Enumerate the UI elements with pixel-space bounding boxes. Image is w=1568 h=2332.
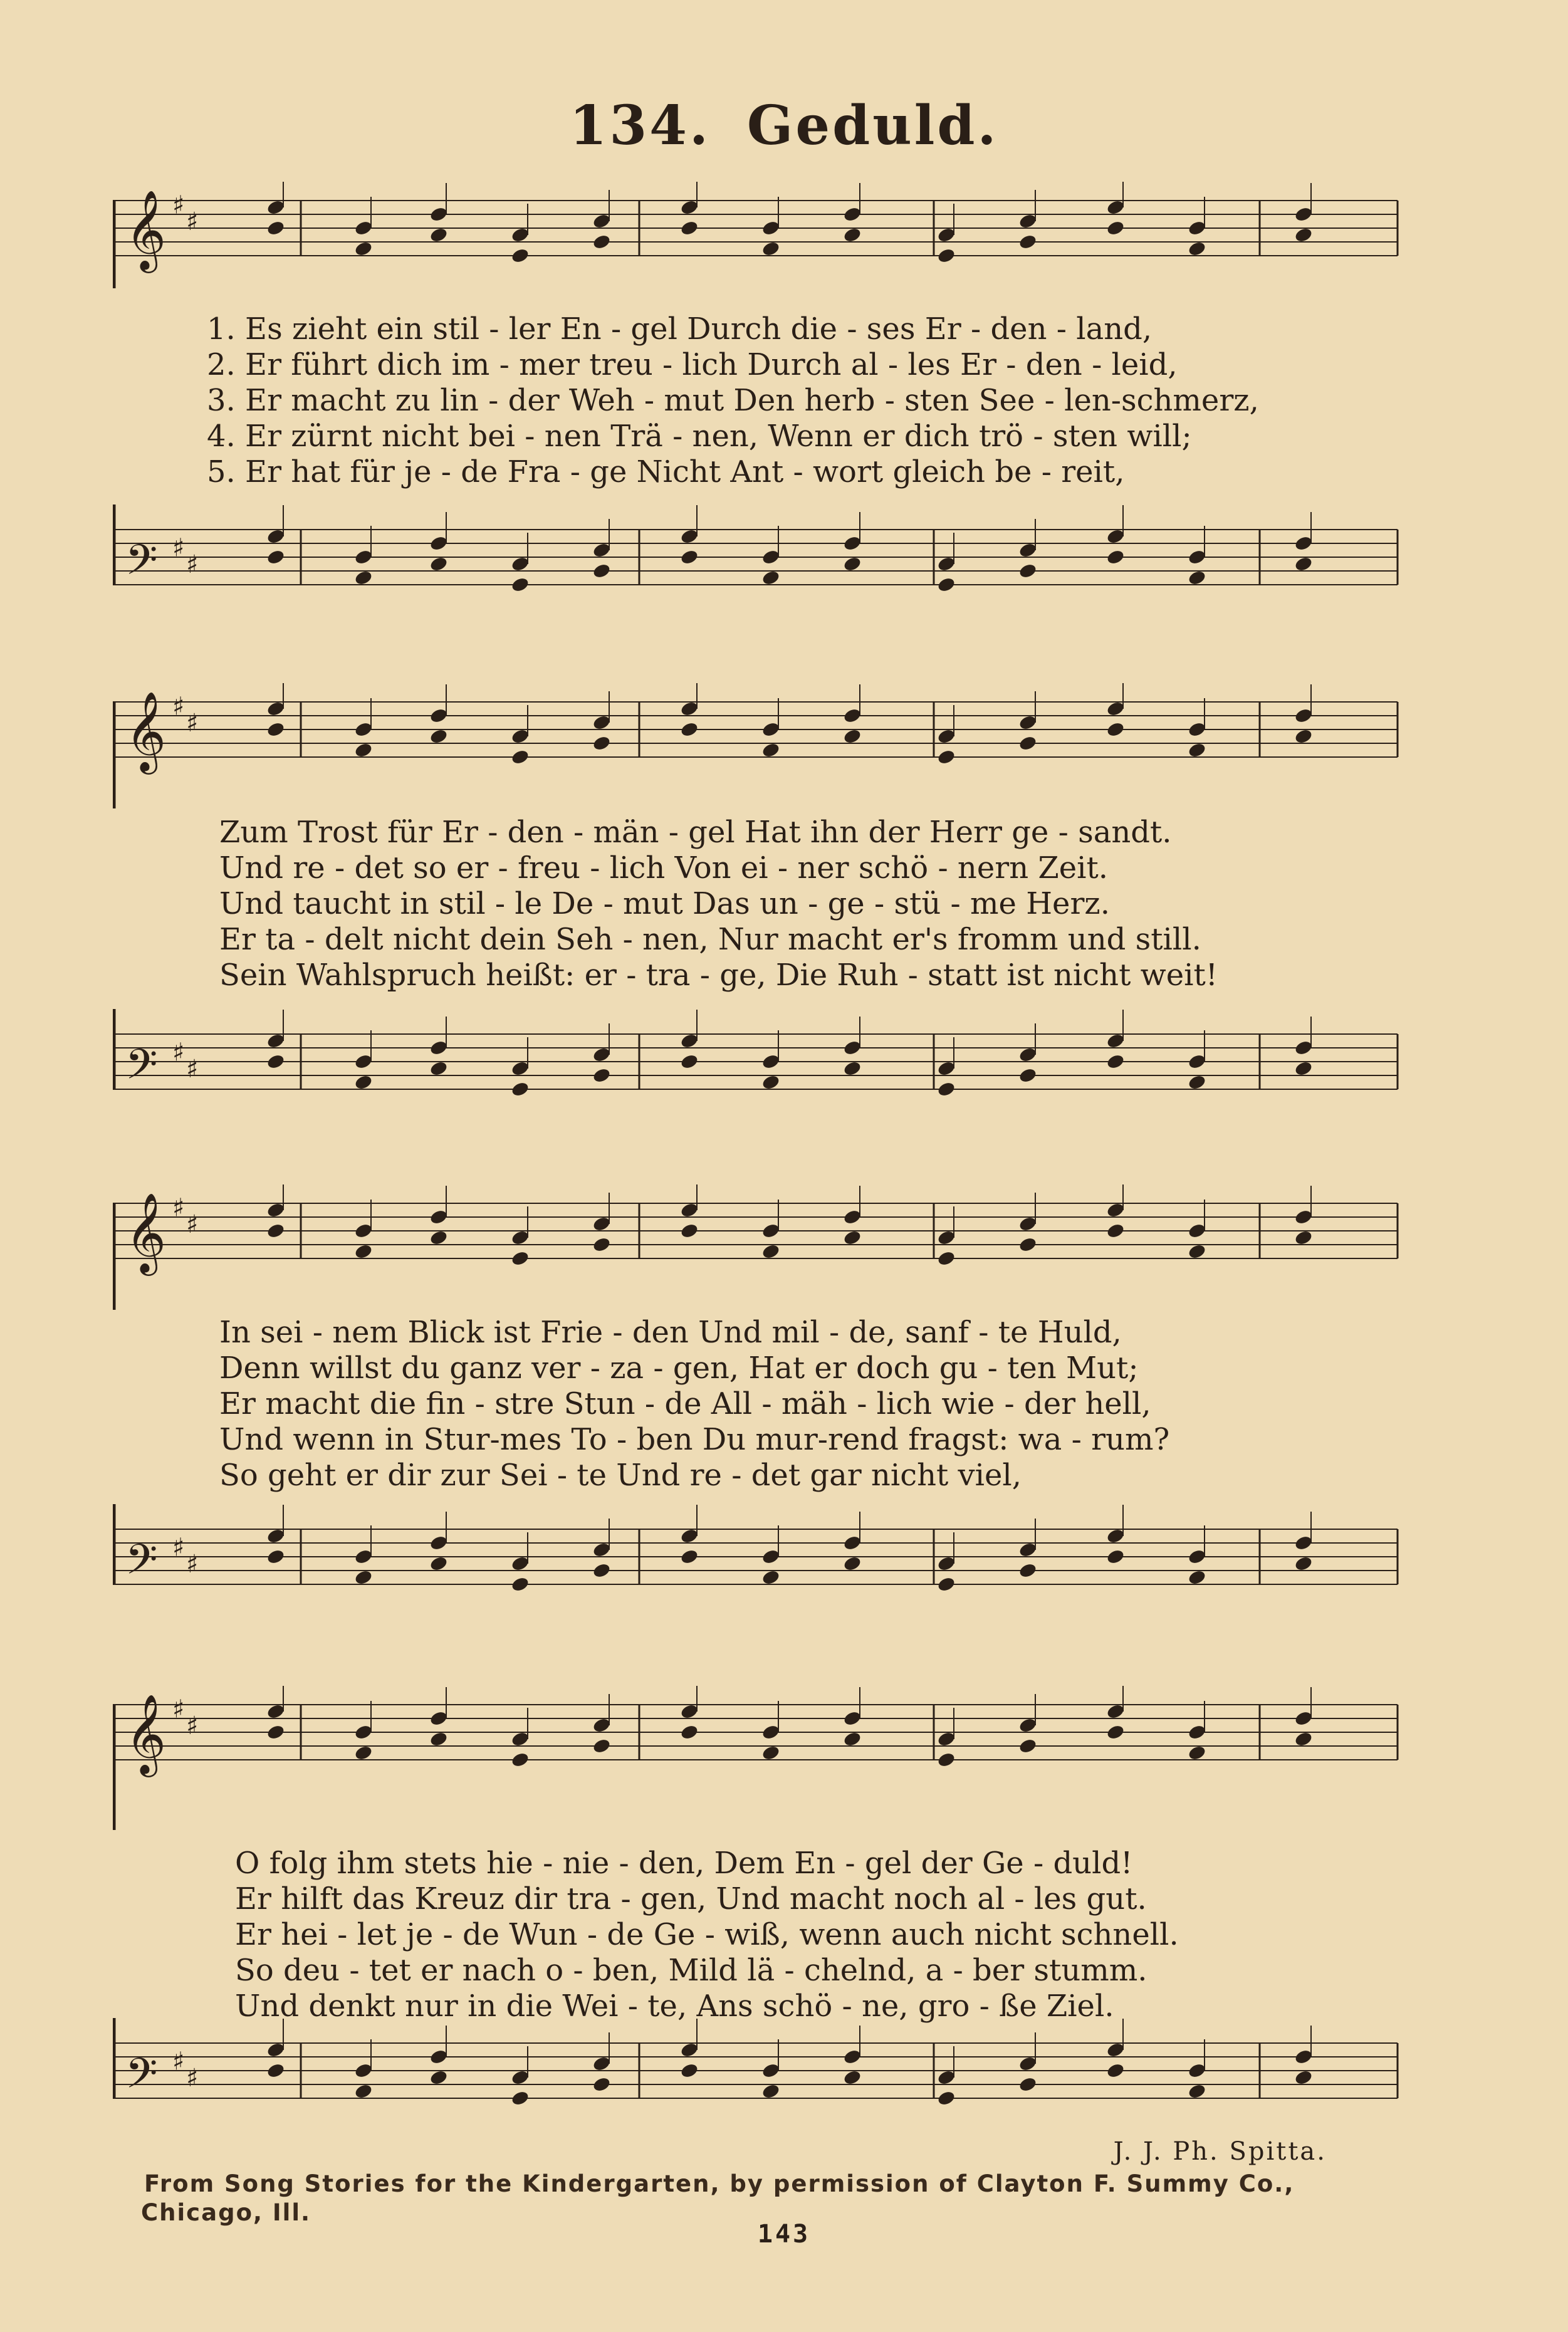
bass-staff-3 [113, 1504, 1410, 1648]
note-head [761, 548, 780, 565]
note-head [510, 1730, 530, 1747]
note-head [353, 240, 373, 257]
sharp-icon: ♯ [172, 191, 185, 220]
note-head [1105, 700, 1125, 717]
note-head [1294, 555, 1313, 572]
note-head [510, 1555, 530, 1572]
note-head [1187, 1548, 1206, 1565]
bass-clef-icon: 𝄢 [125, 2049, 158, 2108]
note-head [1105, 1053, 1125, 1070]
sharp-icon: ♯ [186, 207, 199, 236]
note-head [1018, 212, 1037, 229]
permission-line-2: Chicago, Ill. [141, 2199, 311, 2226]
note-head [1294, 1730, 1313, 1747]
note-head [761, 1074, 780, 1090]
note-head [592, 2055, 611, 2072]
bass-staff-1 [113, 505, 1410, 642]
hymn-number: 134. [569, 94, 711, 157]
note-head [936, 748, 956, 765]
lyric-line: Er hei - let je - de Wun - de Ge - wiß, wenn auch nicht schnell. [235, 1917, 1179, 1952]
note-head [429, 1710, 448, 1727]
note-head [1018, 1541, 1037, 1558]
note-head [679, 199, 699, 216]
note-head [1018, 1046, 1037, 1063]
note-head [429, 728, 448, 745]
note-head [510, 2069, 530, 2086]
note-head [592, 1541, 611, 1558]
treble-staff-3 [113, 1184, 1410, 1310]
lyric-line: Denn willst du ganz ver - za - gen, Hat er doch gu - ten Mut; [219, 1351, 1139, 1386]
bass-clef-icon: 𝄢 [125, 1040, 158, 1099]
sharp-icon: ♯ [186, 1055, 199, 1084]
lyric-line: 2. Er führt dich im - mer treu - lich Durch al - les Er - den - leid, [207, 347, 1178, 382]
note-head [592, 1737, 611, 1754]
lyrics-block-4 [235, 1846, 1179, 2024]
note-head [510, 247, 530, 264]
note-head [266, 219, 285, 236]
note-head [936, 247, 956, 264]
note-head [1294, 1710, 1313, 1727]
sharp-icon: ♯ [186, 1210, 199, 1239]
note-head [266, 1201, 285, 1218]
note-head [1187, 1569, 1206, 1586]
note-head [353, 1723, 373, 1740]
note-head [936, 1751, 956, 1768]
lyric-line: Er ta - delt nicht dein Seh - nen, Nur macht er's fromm und still. [219, 922, 1201, 957]
note-head [429, 2069, 448, 2086]
note-head [1018, 1562, 1037, 1579]
treble-clef-icon: 𝄞 [125, 189, 167, 269]
treble-clef-icon: 𝄞 [125, 1693, 167, 1774]
bass-clef-icon: 𝄢 [125, 536, 158, 594]
lyric-line: Sein Wahlspruch heißt: er - tra - ge, Die Ruh - statt ist nicht weit! [219, 958, 1218, 993]
note-head [592, 1717, 611, 1733]
note-head [842, 1208, 862, 1225]
lyric-line: 1. Es zieht ein stil - ler En - gel Durch die - ses Er - den - land, [207, 311, 1152, 347]
note-head [1105, 548, 1125, 565]
note-head [266, 700, 285, 717]
bass-clef-icon: 𝄢 [125, 1535, 158, 1594]
note-head [842, 707, 862, 724]
sharp-icon: ♯ [172, 1695, 185, 1724]
note-head [1187, 1222, 1206, 1239]
note-head [266, 721, 285, 738]
note-head [1105, 199, 1125, 216]
note-head [510, 1229, 530, 1246]
note-head [1105, 1723, 1125, 1740]
note-head [592, 2076, 611, 2093]
note-head [761, 1744, 780, 1761]
note-head [761, 1053, 780, 1070]
note-head [266, 1053, 285, 1070]
note-head [936, 576, 956, 593]
note-head [1018, 1236, 1037, 1253]
note-head [1294, 535, 1313, 552]
note-head [1018, 2076, 1037, 2093]
note-head [1018, 735, 1037, 751]
note-head [1018, 714, 1037, 731]
lyric-line: Und re - det so er - freu - lich Von ei - ner schö - nern Zeit. [219, 850, 1109, 886]
note-head [842, 1710, 862, 1727]
note-head [353, 741, 373, 758]
note-head [266, 528, 285, 545]
treble-staff-4 [113, 1686, 1410, 1830]
note-head [1294, 1555, 1313, 1572]
note-head [842, 1229, 862, 1246]
note-head [842, 1730, 862, 1747]
sharp-icon: ♯ [172, 692, 185, 721]
note-head [679, 548, 699, 565]
note-head [429, 1534, 448, 1551]
note-head [510, 1576, 530, 1592]
note-head [1187, 1074, 1206, 1090]
note-head [1105, 2062, 1125, 2079]
hymn-title: Geduld. [746, 94, 999, 157]
note-head [1105, 528, 1125, 545]
note-head [936, 226, 956, 243]
note-head [1187, 569, 1206, 586]
note-head [936, 728, 956, 745]
note-head [510, 576, 530, 593]
note-head [761, 741, 780, 758]
note-head [1105, 1548, 1125, 1565]
note-head [266, 2062, 285, 2079]
note-head [510, 2089, 530, 2106]
note-head [1187, 1723, 1206, 1740]
note-head [353, 2083, 373, 2099]
note-head [429, 206, 448, 222]
note-head [1187, 1053, 1206, 1070]
note-head [429, 1039, 448, 1056]
note-head [679, 1723, 699, 1740]
note-head [1018, 1067, 1037, 1084]
note-head [761, 2083, 780, 2099]
note-head [1018, 1215, 1037, 1232]
sharp-icon: ♯ [172, 1193, 185, 1223]
note-head [679, 2062, 699, 2079]
note-head [761, 240, 780, 257]
note-head [1018, 1737, 1037, 1754]
note-head [266, 199, 285, 216]
note-head [1105, 1222, 1125, 1239]
note-head [842, 555, 862, 572]
note-head [266, 1527, 285, 1544]
note-head [353, 1243, 373, 1260]
note-head [510, 1250, 530, 1267]
note-head [1187, 741, 1206, 758]
note-head [1294, 206, 1313, 222]
note-head [592, 1236, 611, 1253]
note-head [936, 1555, 956, 1572]
note-head [592, 212, 611, 229]
note-head [842, 728, 862, 745]
note-head [1187, 2083, 1206, 2099]
note-head [842, 226, 862, 243]
note-head [679, 1222, 699, 1239]
note-head [1105, 1527, 1125, 1544]
treble-clef-icon: 𝄞 [125, 691, 167, 771]
sharp-icon: ♯ [172, 1533, 185, 1562]
note-head [592, 1046, 611, 1063]
note-head [266, 1703, 285, 1720]
note-head [592, 735, 611, 751]
note-head [592, 233, 611, 250]
lyric-line: O folg ihm stets hie - nie - den, Dem En - gel der Ge - duld! [235, 1846, 1133, 1881]
lyric-line: Er macht die fin - stre Stun - de All - mäh - lich wie - der hell, [219, 1386, 1151, 1421]
note-head [429, 1730, 448, 1747]
note-head [510, 748, 530, 765]
note-head [592, 714, 611, 731]
note-head [1294, 226, 1313, 243]
note-head [353, 1569, 373, 1586]
note-head [510, 1080, 530, 1097]
note-head [1294, 707, 1313, 724]
note-head [1294, 1060, 1313, 1077]
note-head [679, 1548, 699, 1565]
sharp-icon: ♯ [186, 2064, 199, 2093]
sharp-icon: ♯ [186, 550, 199, 579]
note-head [1105, 2041, 1125, 2058]
note-head [936, 1730, 956, 1747]
note-head [429, 555, 448, 572]
note-head [1294, 1229, 1313, 1246]
note-head [429, 1229, 448, 1246]
note-head [353, 1548, 373, 1565]
treble-staff-2 [113, 683, 1410, 808]
note-head [1105, 721, 1125, 738]
note-head [429, 707, 448, 724]
lyric-line: Zum Trost für Er - den - män - gel Hat ihn der Herr ge - sandt. [219, 815, 1172, 850]
note-head [1187, 721, 1206, 738]
lyric-line: Er hilft das Kreuz dir tra - gen, Und macht noch al - les gut. [235, 1881, 1147, 1916]
note-head [842, 2069, 862, 2086]
note-head [1187, 2062, 1206, 2079]
note-head [679, 700, 699, 717]
author-credit: J. J. Ph. Spitta. [1113, 2137, 1327, 2166]
note-head [761, 1243, 780, 1260]
note-head [936, 1229, 956, 1246]
note-head [679, 2041, 699, 2058]
lyrics-block-3 [219, 1315, 1169, 1493]
lyric-line: Und wenn in Stur-mes To - ben Du mur-rend fragst: wa - rum? [219, 1422, 1170, 1457]
treble-clef-icon: 𝄞 [125, 1192, 167, 1272]
note-head [936, 1080, 956, 1097]
lyric-line: So geht er dir zur Sei - te Und re - det gar nicht viel, [219, 1458, 1022, 1493]
note-head [429, 2048, 448, 2065]
note-head [353, 2062, 373, 2079]
note-head [353, 569, 373, 586]
note-head [1294, 1534, 1313, 1551]
sharp-icon: ♯ [172, 1038, 185, 1067]
note-head [761, 721, 780, 738]
permission-note [141, 2170, 1416, 2227]
note-head [1105, 1703, 1125, 1720]
note-head [936, 1576, 956, 1592]
note-head [679, 1053, 699, 1070]
note-head [1105, 1032, 1125, 1049]
note-head [1018, 233, 1037, 250]
note-head [1294, 1039, 1313, 1056]
note-head [679, 1201, 699, 1218]
note-head [429, 1060, 448, 1077]
note-head [761, 219, 780, 236]
note-head [510, 555, 530, 572]
note-head [592, 1215, 611, 1232]
note-head [592, 562, 611, 579]
note-head [679, 1703, 699, 1720]
lyrics-block-2 [219, 815, 1218, 993]
note-head [1105, 1201, 1125, 1218]
note-head [1187, 1744, 1206, 1761]
note-head [266, 1032, 285, 1049]
lyric-line: 3. Er macht zu lin - der Weh - mut Den herb - sten See - len-schmerz, [207, 383, 1259, 418]
note-head [842, 535, 862, 552]
note-head [761, 1548, 780, 1565]
note-head [842, 1555, 862, 1572]
note-head [510, 1060, 530, 1077]
note-head [429, 226, 448, 243]
note-head [353, 1053, 373, 1070]
note-head [1018, 2055, 1037, 2072]
note-head [761, 1723, 780, 1740]
note-head [1018, 1717, 1037, 1733]
note-head [936, 555, 956, 572]
lyric-line: So deu - tet er nach o - ben, Mild lä - chelnd, a - ber stumm. [235, 1953, 1147, 1988]
note-head [592, 541, 611, 558]
note-head [353, 1074, 373, 1090]
bass-staff-2 [113, 1009, 1410, 1153]
note-head [353, 219, 373, 236]
page-number: 143 [757, 2220, 811, 2249]
bass-staff-4 [113, 2018, 1410, 2131]
note-head [1294, 728, 1313, 745]
sharp-icon: ♯ [186, 709, 199, 738]
sharp-icon: ♯ [186, 1550, 199, 1579]
note-head [1018, 562, 1037, 579]
note-head [429, 1208, 448, 1225]
note-head [679, 721, 699, 738]
lyric-line: 4. Er zürnt nicht bei - nen Trä - nen, Wenn er dich trö - sten will; [207, 419, 1192, 454]
treble-staff-1 [113, 182, 1410, 288]
note-head [761, 1569, 780, 1586]
note-head [266, 2041, 285, 2058]
note-head [429, 1555, 448, 1572]
note-head [592, 1067, 611, 1084]
note-head [1294, 2069, 1313, 2086]
note-head [936, 1250, 956, 1267]
note-head [1294, 2048, 1313, 2065]
note-head [842, 1039, 862, 1056]
note-head [353, 1744, 373, 1761]
lyrics-block-1 [207, 311, 1259, 490]
note-head [266, 1548, 285, 1565]
note-head [1187, 240, 1206, 257]
note-head [1105, 219, 1125, 236]
note-head [510, 1751, 530, 1768]
sharp-icon: ♯ [172, 2047, 185, 2076]
note-head [761, 1222, 780, 1239]
note-head [842, 206, 862, 222]
sharp-icon: ♯ [172, 533, 185, 563]
note-head [679, 528, 699, 545]
lyric-line: 5. Er hat für je - de Fra - ge Nicht Ant - wort gleich be - reit, [207, 454, 1125, 489]
note-head [936, 2089, 956, 2106]
note-head [679, 1527, 699, 1544]
note-head [1187, 548, 1206, 565]
note-head [936, 2069, 956, 2086]
note-head [1187, 219, 1206, 236]
sharp-icon: ♯ [186, 1712, 199, 1740]
lyric-line: Und taucht in stil - le De - mut Das un - ge - stü - me Herz. [219, 886, 1110, 921]
note-head [353, 548, 373, 565]
note-head [679, 1032, 699, 1049]
note-head [842, 2048, 862, 2065]
note-head [429, 535, 448, 552]
note-head [510, 728, 530, 745]
note-head [353, 1222, 373, 1239]
note-head [1187, 1243, 1206, 1260]
note-head [761, 569, 780, 586]
permission-line-1: From Song Stories for the Kindergarten, by permission of Clayton F. Summy Co., [144, 2170, 1295, 2197]
note-head [1294, 1208, 1313, 1225]
note-head [353, 721, 373, 738]
lyric-line: In sei - nem Blick ist Frie - den Und mil - de, sanf - te Huld, [219, 1315, 1122, 1350]
note-head [266, 1723, 285, 1740]
note-head [842, 1534, 862, 1551]
note-head [266, 1222, 285, 1239]
note-head [842, 1060, 862, 1077]
lyric-line: Und denkt nur in die Wei - te, Ans schö - ne, gro - ße Ziel. [235, 1989, 1114, 2024]
note-head [1018, 541, 1037, 558]
note-head [510, 226, 530, 243]
note-head [936, 1060, 956, 1077]
note-head [679, 219, 699, 236]
note-head [761, 2062, 780, 2079]
hymn-heading [0, 94, 1568, 157]
note-head [266, 548, 285, 565]
note-head [592, 1562, 611, 1579]
